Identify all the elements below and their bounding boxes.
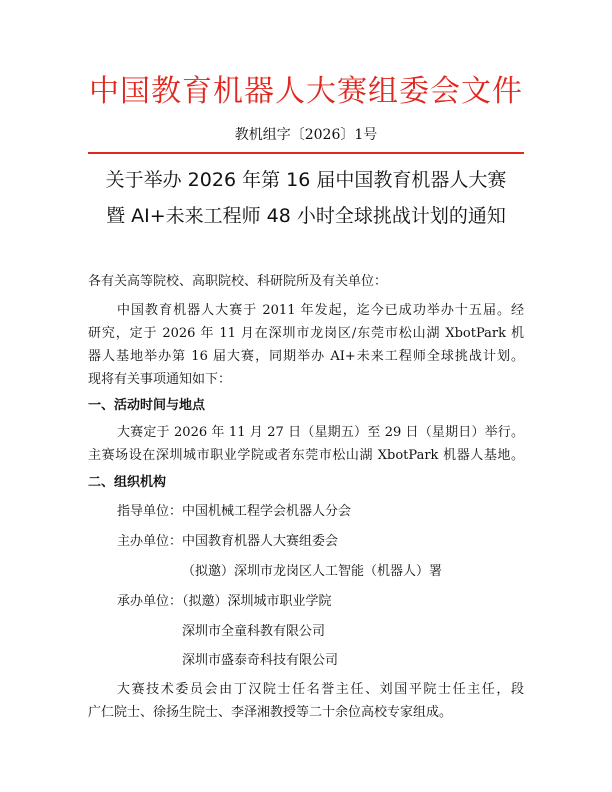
org-line-guiding-unit: 指导单位：中国机械工程学会机器人分会 xyxy=(117,504,352,519)
section-line: 大赛定于 2026 年 11 月 27 日（星期五）至 29 日（星期日）举行。 xyxy=(117,425,524,440)
red-header-title: 中国教育机器人大赛组委会文件 xyxy=(89,74,523,109)
intro-line: 研究，定于 2026 年 11 月在深圳市龙岗区/东莞市松山湖 XbotPark 机 xyxy=(88,326,524,341)
org-line-organizer: 承办单位：（拟邀）深圳城市职业学院 xyxy=(117,594,332,609)
section-heading-time-location: 一、活动时间与地点 xyxy=(88,398,206,413)
intro-line: 器人基地举办第 16 届大赛，同期举办 AI+未来工程师全球挑战计划。 xyxy=(88,349,524,364)
intro-line: 现将有关事项通知如下： xyxy=(88,372,232,387)
org-line-host-unit: 主办单位：中国教育机器人大赛组委会 xyxy=(117,534,339,549)
salutation: 各有关高等院校、高职院校、科研院所及有关单位： xyxy=(88,274,388,289)
intro-line: 中国教育机器人大赛于 2011 年发起，迄今已成功举办十五届。经 xyxy=(117,303,524,318)
committee-line: 大赛技术委员会由丁汉院士任名誉主任、刘国平院士任主任，段 xyxy=(117,682,524,697)
notice-title-line-2: 暨 AI+未来工程师 48 小时全球挑战计划的通知 xyxy=(106,205,506,227)
org-line-host-unit-2: （拟邀）深圳市龙岗区人工智能（机器人）署 xyxy=(182,564,443,579)
notice-title-line-1: 关于举办 2026 年第 16 届中国教育机器人大赛 xyxy=(105,169,507,191)
red-separator-line xyxy=(88,152,524,154)
org-line-organizer-3: 深圳市盛泰奇科技有限公司 xyxy=(182,653,339,668)
document-number: 教机组字〔2026〕1号 xyxy=(234,127,378,143)
committee-line: 广仁院士、徐扬生院士、李泽湘教授等二十余位高校专家组成。 xyxy=(88,705,453,720)
org-line-organizer-2: 深圳市全童科教有限公司 xyxy=(182,624,326,639)
section-line: 主赛场设在深圳城市职业学院或者东莞市松山湖 XbotPark 机器人基地。 xyxy=(88,448,524,463)
section-heading-organization: 二、组织机构 xyxy=(88,475,167,490)
